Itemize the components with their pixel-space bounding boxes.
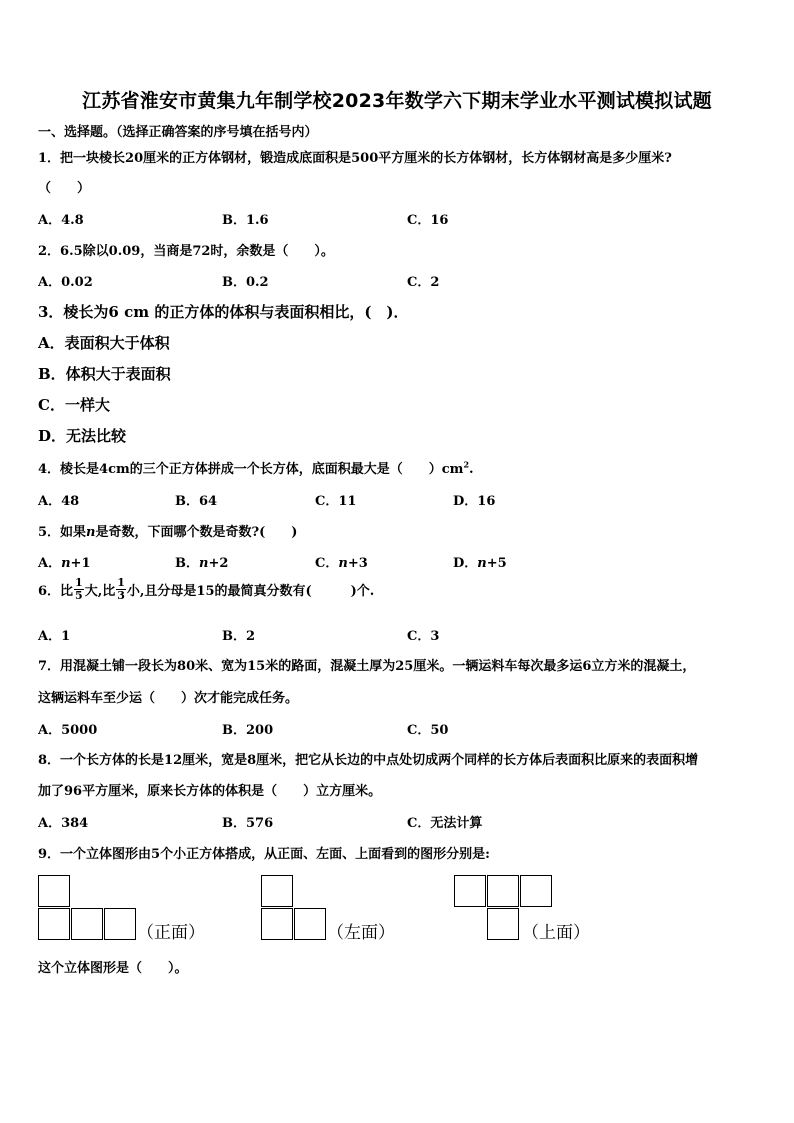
top-view-square bbox=[487, 875, 519, 907]
front-view-square bbox=[38, 908, 70, 940]
q4-option-b[interactable]: B．64 bbox=[175, 494, 218, 509]
question-3-text: 3．棱长为6 cm 的正方体的体积与表面积相比，( )． bbox=[38, 303, 409, 321]
fraction-one-fifth: $\frac{1}{5}$ bbox=[75, 576, 83, 602]
page-title: 江苏省淮安市黄集九年制学校2023年数学六下期末学业水平测试模拟试题 bbox=[82, 90, 712, 112]
question-7-line-1: 7．用混凝土铺一段长为80米、宽为15米的路面，混凝土厚为25厘米。一辆运料车每次最多运6立方米的混凝土， bbox=[38, 659, 696, 674]
q8-option-b[interactable]: B．576 bbox=[222, 816, 274, 831]
q4-option-c[interactable]: C．11 bbox=[315, 494, 357, 509]
question-9-answer-line: 这个立体图形是（ ）。 bbox=[38, 961, 188, 976]
question-2-text: 2．6.5除以0.09，当商是72时，余数是（ ）。 bbox=[38, 244, 334, 259]
q5-option-a[interactable]: A．n+1 bbox=[38, 556, 91, 571]
question-4-text: 4．棱长是4cm的三个正方体拼成一个长方体，底面积最大是（ ）$cm^2$. bbox=[38, 459, 474, 477]
q7-option-c[interactable]: C．50 bbox=[407, 723, 449, 738]
q8-option-a[interactable]: A．384 bbox=[38, 816, 89, 831]
q6-option-a[interactable]: A．1 bbox=[38, 629, 71, 644]
top-view-label: （上面） bbox=[522, 923, 590, 943]
section-heading: 一、选择题。（选择正确答案的序号填在括号内） bbox=[38, 125, 318, 140]
left-view-square bbox=[261, 875, 293, 907]
front-view-label: （正面） bbox=[137, 923, 205, 943]
left-view-label: （左面） bbox=[327, 923, 395, 943]
q3-option-c[interactable]: C．一样大 bbox=[38, 396, 110, 414]
q2-option-b[interactable]: B．0.2 bbox=[222, 275, 269, 290]
top-view-square bbox=[520, 875, 552, 907]
q2-option-a[interactable]: A．0.02 bbox=[38, 275, 93, 290]
left-view-square bbox=[294, 908, 326, 940]
question-9-text: 9．一个立体图形由5个小正方体搭成，从正面、左面、上面看到的图形分别是: bbox=[38, 847, 490, 862]
question-1-text: 1．把一块棱长20厘米的正方体钢材，锻造成底面积是500平方厘米的长方体钢材，长方体钢材高是多少厘米? bbox=[38, 151, 672, 166]
q6-option-b[interactable]: B．2 bbox=[222, 629, 256, 644]
q2-option-c[interactable]: C．2 bbox=[407, 275, 440, 290]
left-view-square bbox=[261, 908, 293, 940]
q4-option-d[interactable]: D．16 bbox=[453, 494, 496, 509]
front-view-square bbox=[71, 908, 103, 940]
q5-option-c[interactable]: C．n+3 bbox=[315, 556, 368, 571]
question-8-line-1: 8．一个长方体的长是12厘米，宽是8厘米，把它从长边的中点处切成两个同样的长方体后表面积比原来的表面积增 bbox=[38, 753, 699, 768]
q3-option-d[interactable]: D．无法比较 bbox=[38, 427, 127, 445]
top-view-square bbox=[454, 875, 486, 907]
question-8-line-2: 加了96平方厘米，原来长方体的体积是（ ）立方厘米。 bbox=[38, 784, 382, 799]
question-1-paren: （ ） bbox=[38, 181, 91, 196]
q3-option-b[interactable]: B．体积大于表面积 bbox=[38, 365, 171, 383]
q7-option-a[interactable]: A．5000 bbox=[38, 723, 98, 738]
question-7-line-2: 这辆运料车至少运（ ）次才能完成任务。 bbox=[38, 691, 299, 706]
q4-option-a[interactable]: A．48 bbox=[38, 494, 80, 509]
front-view-square bbox=[38, 875, 70, 907]
q8-option-c[interactable]: C．无法计算 bbox=[407, 816, 483, 831]
fraction-one-third: $\frac{1}{3}$ bbox=[117, 576, 125, 602]
q7-option-b[interactable]: B．200 bbox=[222, 723, 274, 738]
q1-option-b[interactable]: B．1.6 bbox=[222, 213, 269, 228]
q1-option-c[interactable]: C．16 bbox=[407, 213, 449, 228]
top-view-square bbox=[487, 908, 519, 940]
q5-option-d[interactable]: D．n+5 bbox=[453, 556, 507, 571]
q3-option-a[interactable]: A．表面积大于体积 bbox=[38, 334, 170, 352]
question-5-text: 5．如果n是奇数，下面哪个数是奇数?( ) bbox=[38, 525, 298, 540]
q6-option-c[interactable]: C．3 bbox=[407, 629, 440, 644]
front-view-square bbox=[104, 908, 136, 940]
question-6-text: 6．比 $\frac{1}{5}$ 大,比 $\frac{1}{3}$ 小,且分母是15的最简真分数有( )个. bbox=[38, 576, 375, 602]
q1-option-a[interactable]: A．4.8 bbox=[38, 213, 84, 228]
q5-option-b[interactable]: B．n+2 bbox=[175, 556, 229, 571]
